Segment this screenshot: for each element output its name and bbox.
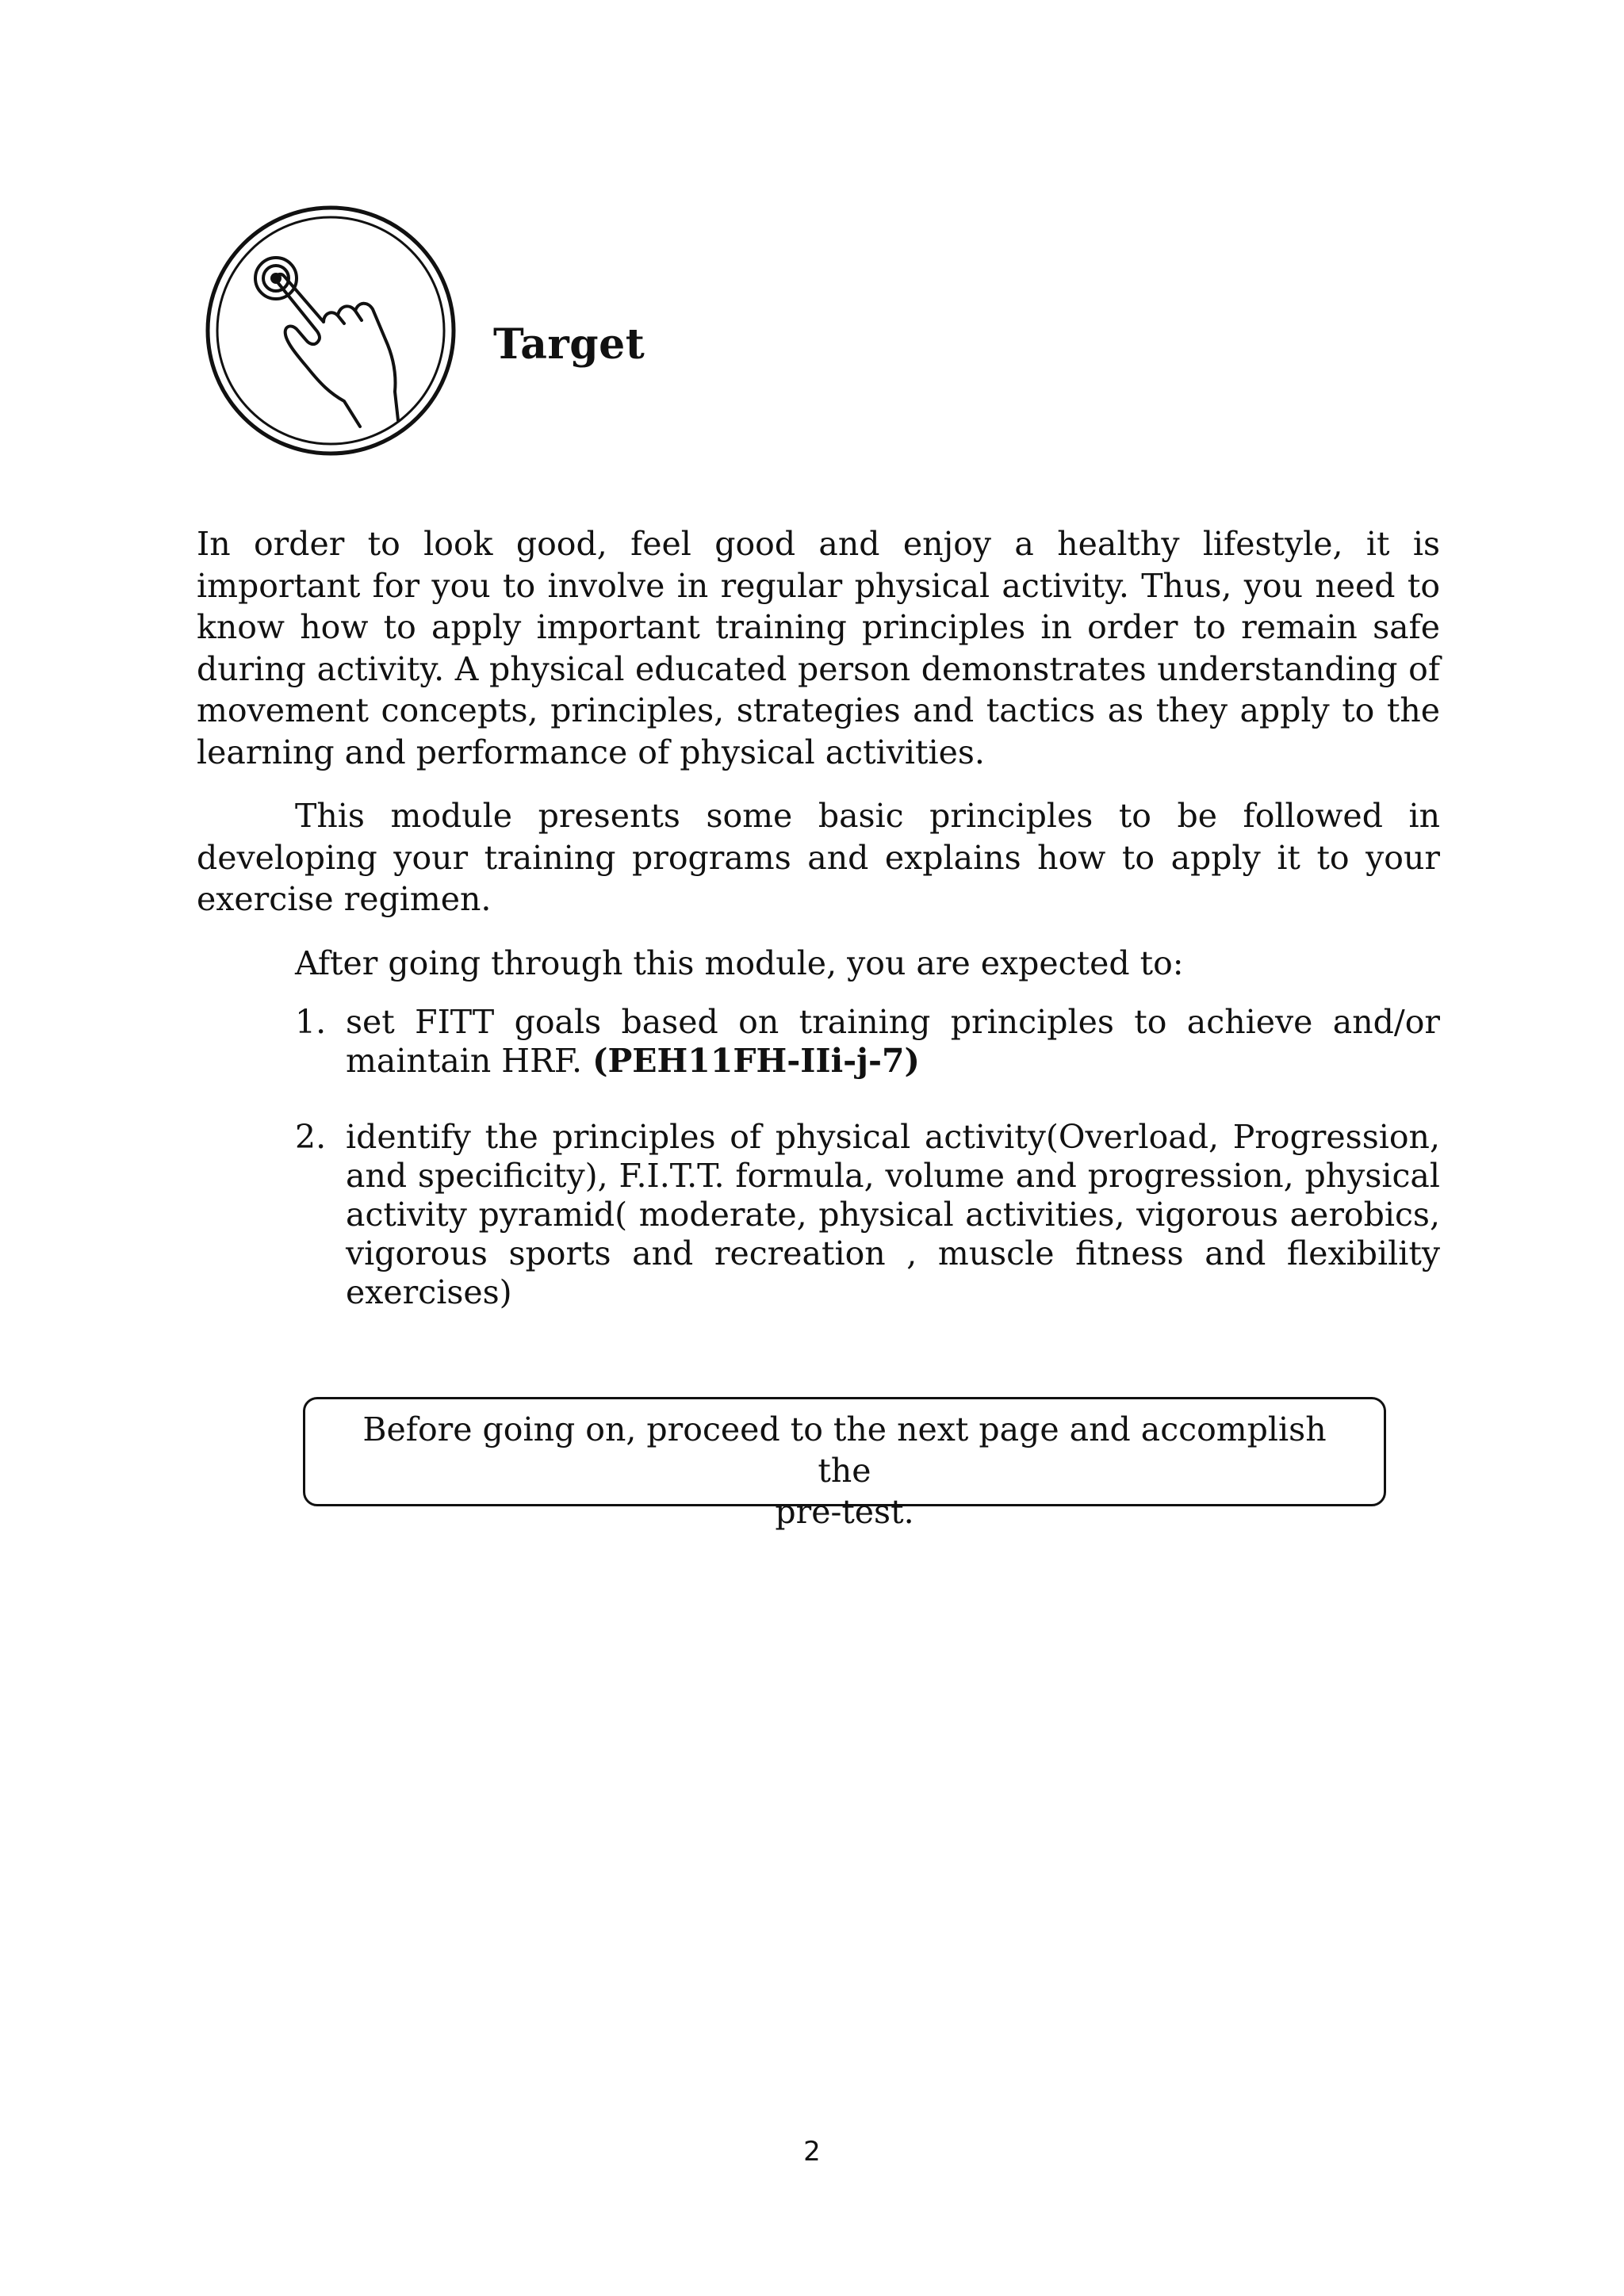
notice-line-1: Before going on, proceed to the next page and accomplish the xyxy=(362,1410,1327,1490)
touch-target-icon xyxy=(205,205,457,457)
section-title: Target xyxy=(493,320,645,369)
pretest-notice-box xyxy=(303,1397,1386,1531)
page-number: 2 xyxy=(803,2136,821,2168)
objectives-list-continued xyxy=(295,1118,1440,1312)
objective-number: 2. xyxy=(295,1118,327,1156)
intro-paragraph-3: After going through this module, you are expected to: xyxy=(295,944,1184,982)
objective-text: identify the principles of physical activity(Overload, Progression, and specificity), F.I.T.T. formula, volume and progression, physical activity pyramid( moderate, physical activities, vigorous aerobics, vigorous sports and recreation , muscle fitness and flexibility exercises) xyxy=(346,1118,1440,1311)
objective-number: 1. xyxy=(295,1003,327,1041)
objective-item xyxy=(295,1118,1440,1312)
objectives-list xyxy=(295,1003,1440,1081)
intro-paragraph-2: This module presents some basic principles to be followed in developing your training programs and explains how to apply it to your exercise regimen. xyxy=(197,797,1440,918)
objective-item xyxy=(295,1003,1440,1081)
objective-text: set FITT goals based on training principles to achieve and/or maintain HRF. xyxy=(346,1003,1440,1080)
competency-code: (PEH11FH-IIi-j-7) xyxy=(592,1042,920,1080)
intro-paragraph-1: In order to look good, feel good and enjoy a healthy lifestyle, it is important for you to involve in regular physical activity. Thus, you need to know how to apply important training principles in order to remain safe during activity. A physical educated person demonstrates understanding of movement concepts, principles, strategies and tactics as they apply to the learning and performance of physical activities. xyxy=(197,525,1440,771)
notice-line-2: pre-test. xyxy=(775,1493,914,1531)
